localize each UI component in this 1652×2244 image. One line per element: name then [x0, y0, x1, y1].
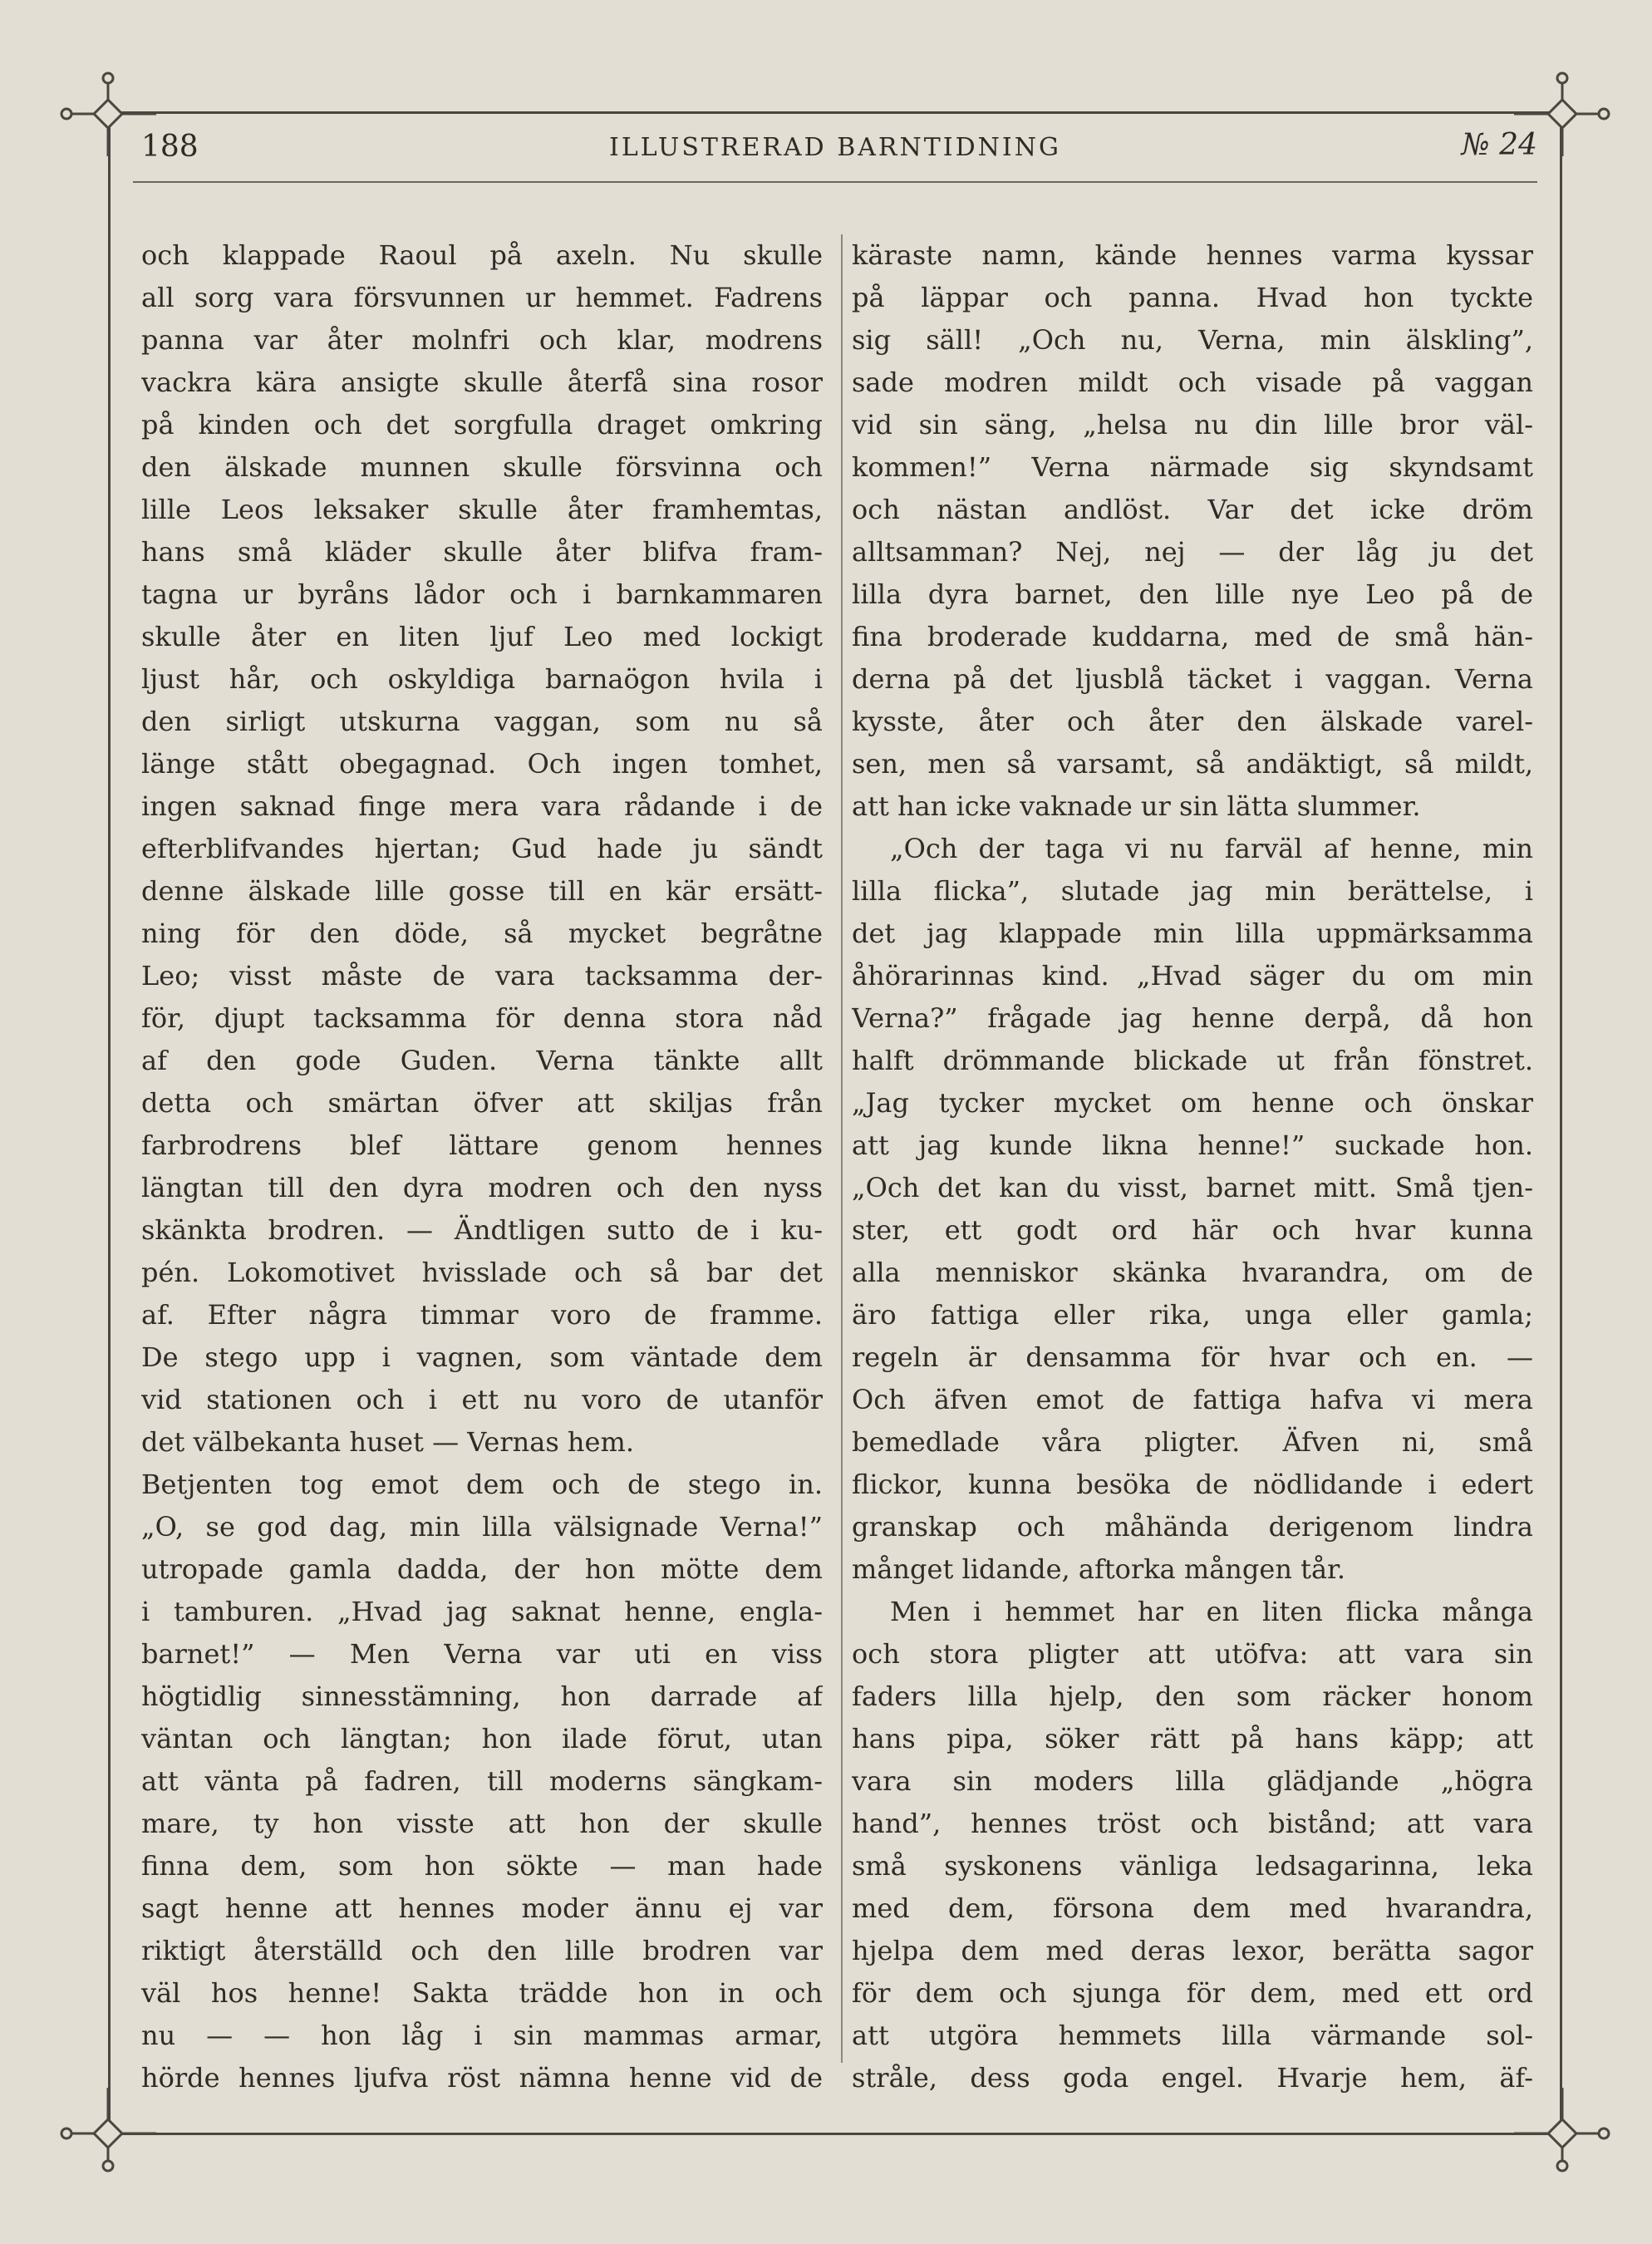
- text-line: hans pipa, söker rätt på hans käpp; att: [852, 1723, 1533, 1754]
- text-line: „Och der taga vi nu farväl af henne, min: [890, 833, 1533, 864]
- text-line: kommen!” Verna närmade sig skyndsamt: [852, 451, 1533, 483]
- text-line: Verna?” frågade jag henne derpå, då hon: [852, 1002, 1533, 1034]
- text-line: af den gode Guden. Verna tänkte allt: [141, 1045, 823, 1076]
- text-line: halft drömmande blickade ut från fönstret.: [852, 1045, 1533, 1076]
- text-line: och stora pligter att utöfva: att vara sin: [852, 1638, 1533, 1670]
- text-line: skulle åter en liten ljuf Leo med lockigt: [141, 621, 823, 652]
- text-line: sen, men så varsamt, så andäktigt, så mildt,: [852, 748, 1533, 780]
- text-line: och klappade Raoul på axeln. Nu skulle: [141, 239, 823, 271]
- text-line: hand”, hennes tröst och bistånd; att vara: [852, 1808, 1533, 1839]
- text-line: vid sin säng, „helsa nu din lille bror väl-: [852, 409, 1533, 440]
- text-line: sade modren mildt och visade på vaggan: [852, 367, 1533, 398]
- text-line: med dem, försona dem med hvarandra,: [852, 1892, 1533, 1924]
- text-line: faders lilla hjelp, den som räcker honom: [852, 1681, 1533, 1712]
- text-line: den älskade munnen skulle försvinna och: [141, 451, 823, 483]
- text-line: hjelpa dem med deras lexor, berätta sagor: [852, 1935, 1533, 1966]
- text-column-right: [852, 234, 1533, 2099]
- text-line: „O, se god dag, min lilla välsignade Verna!”: [141, 1511, 823, 1543]
- text-line: „Jag tycker mycket om henne och önskar: [852, 1087, 1533, 1119]
- text-line: granskap och måhända derigenom lindra: [852, 1511, 1533, 1543]
- text-line: sagt henne att hennes moder ännu ej var: [141, 1892, 823, 1924]
- text-line: sig säll! „Och nu, Verna, min älskling”,: [852, 324, 1533, 356]
- text-line: det välbekanta huset — Vernas hem.: [141, 1426, 634, 1458]
- text-line: mare, ty hon visste att hon der skulle: [141, 1808, 823, 1839]
- text-line: De stego upp i vagnen, som väntade dem: [141, 1341, 823, 1373]
- text-line: åhörarinnas kind. „Hvad säger du om min: [852, 960, 1533, 992]
- text-line: att vänta på fadren, till moderns sängkam-: [141, 1765, 823, 1797]
- text-line: all sorg vara försvunnen ur hemmet. Fadrens: [141, 282, 823, 313]
- text-line: på läppar och panna. Hvad hon tyckte: [852, 282, 1533, 313]
- text-line: „Och det kan du visst, barnet mitt. Små tjen-: [852, 1172, 1533, 1203]
- frame-top-line: [108, 111, 1562, 114]
- text-line: lille Leos leksaker skulle åter framhemtas,: [141, 494, 823, 525]
- text-line: Leo; visst måste de vara tacksamma der-: [141, 960, 823, 992]
- text-line: väntan och längtan; hon ilade förut, utan: [141, 1723, 823, 1754]
- text-line: ingen saknad finge mera vara rådande i de: [141, 790, 823, 822]
- text-line: att utgöra hemmets lilla värmande sol-: [852, 2020, 1533, 2051]
- journal-title: ILLUSTRERAD BARNTIDNING: [608, 133, 1061, 162]
- text-line: lilla flicka”, slutade jag min berättelse, i: [852, 875, 1533, 907]
- text-line: hörde hennes ljufva röst nämna henne vid de: [141, 2062, 823, 2094]
- text-line: finna dem, som hon sökte — man hade: [141, 1850, 823, 1882]
- text-column-left: [141, 234, 823, 2099]
- text-line: flickor, kunna besöka de nödlidande i edert: [852, 1469, 1533, 1500]
- text-line: af. Efter några timmar voro de framme.: [141, 1299, 823, 1331]
- page-number: 188: [141, 130, 199, 164]
- text-line: utropade gamla dadda, der hon mötte dem: [141, 1553, 823, 1585]
- text-line: stråle, dess goda engel. Hvarje hem, äf-: [852, 2062, 1533, 2094]
- text-line: panna var åter molnfri och klar, modrens: [141, 324, 823, 356]
- text-line: Och äfven emot de fattiga hafva vi mera: [852, 1384, 1533, 1415]
- text-line: hans små kläder skulle åter blifva fram-: [141, 536, 823, 568]
- text-line: detta och smärtan öfver att skiljas från: [141, 1087, 823, 1119]
- text-line: länge stått obegagnad. Och ingen tomhet,: [141, 748, 823, 780]
- text-line: den sirligt utskurna vaggan, som nu så: [141, 706, 823, 737]
- text-line: Betjenten tog emot dem och de stego in.: [141, 1469, 823, 1500]
- frame-right-line: [1560, 111, 1562, 2135]
- text-line: väl hos henne! Sakta trädde hon in och: [141, 1977, 823, 2009]
- text-line: vackra kära ansigte skulle återfå sina rosor: [141, 367, 823, 398]
- text-line: bemedlade våra pligter. Äfven ni, små: [852, 1426, 1533, 1458]
- text-line: käraste namn, kände hennes varma kyssar: [852, 239, 1533, 271]
- running-header: [133, 125, 1537, 175]
- text-line: tagna ur byråns lådor och i barnkammaren: [141, 578, 823, 610]
- text-line: ning för den döde, så mycket begråtne: [141, 918, 823, 949]
- text-line: små syskonens vänliga ledsagarinna, leka: [852, 1850, 1533, 1882]
- text-line: för, djupt tacksamma för denna stora nåd: [141, 1002, 823, 1034]
- text-line: att jag kunde likna henne!” suckade hon.: [852, 1129, 1533, 1161]
- text-line: nu — — hon låg i sin mammas armar,: [141, 2020, 823, 2051]
- text-line: pén. Lokomotivet hvisslade och så bar det: [141, 1257, 823, 1288]
- text-line: vara sin moders lilla glädjande „högra: [852, 1765, 1533, 1797]
- column-divider: [841, 234, 843, 2063]
- text-line: månget lidande, aftorka mången tår.: [852, 1553, 1345, 1585]
- text-line: i tamburen. „Hvad jag saknat henne, engla-: [141, 1596, 823, 1627]
- text-line: farbrodrens blef lättare genom hennes: [141, 1129, 823, 1161]
- text-line: att han icke vaknade ur sin lätta slummer.: [852, 790, 1421, 822]
- text-line: riktigt återställd och den lille brodren var: [141, 1935, 823, 1966]
- text-line: kysste, åter och åter den älskade varel-: [852, 706, 1533, 737]
- text-line: derna på det ljusblå täcket i vaggan. Verna: [852, 663, 1533, 695]
- text-line: lilla dyra barnet, den lille nye Leo på de: [852, 578, 1533, 610]
- text-line: barnet!” — Men Verna var uti en viss: [141, 1638, 823, 1670]
- header-rule: [133, 181, 1537, 183]
- text-line: och nästan andlöst. Var det icke dröm: [852, 494, 1533, 525]
- text-line: äro fattiga eller rika, unga eller gamla;: [852, 1299, 1533, 1331]
- corner-ornament-icon: [1512, 2086, 1612, 2178]
- text-line: skänkta brodren. — Ändtligen sutto de i ku-: [141, 1214, 823, 1246]
- text-line: högtidlig sinnesstämning, hon darrade af: [141, 1681, 823, 1712]
- text-line: längtan till den dyra modren och den nyss: [141, 1172, 823, 1203]
- issue-number: № 24: [1461, 128, 1537, 162]
- text-line: Men i hemmet har en liten flicka många: [890, 1596, 1533, 1627]
- text-line: denne älskade lille gosse till en kär ersätt-: [141, 875, 823, 907]
- text-line: vid stationen och i ett nu voro de utanför: [141, 1384, 823, 1415]
- text-line: det jag klappade min lilla uppmärksamma: [852, 918, 1533, 949]
- frame-left-line: [108, 111, 111, 2135]
- text-line: ljust hår, och oskyldiga barnaögon hvila i: [141, 663, 823, 695]
- text-line: efterblifvandes hjertan; Gud hade ju sändt: [141, 833, 823, 864]
- text-line: alla menniskor skänka hvarandra, om de: [852, 1257, 1533, 1288]
- text-line: alltsamman? Nej, nej — der låg ju det: [852, 536, 1533, 568]
- corner-ornament-icon: [58, 2086, 158, 2178]
- frame-bottom-line: [108, 2133, 1562, 2135]
- text-line: regeln är densamma för hvar och en. —: [852, 1341, 1533, 1373]
- text-line: ster, ett godt ord här och hvar kunna: [852, 1214, 1533, 1246]
- text-line: fina broderade kuddarna, med de små hän-: [852, 621, 1533, 652]
- text-line: på kinden och det sorgfulla draget omkring: [141, 409, 823, 440]
- text-line: för dem och sjunga för dem, med ett ord: [852, 1977, 1533, 2009]
